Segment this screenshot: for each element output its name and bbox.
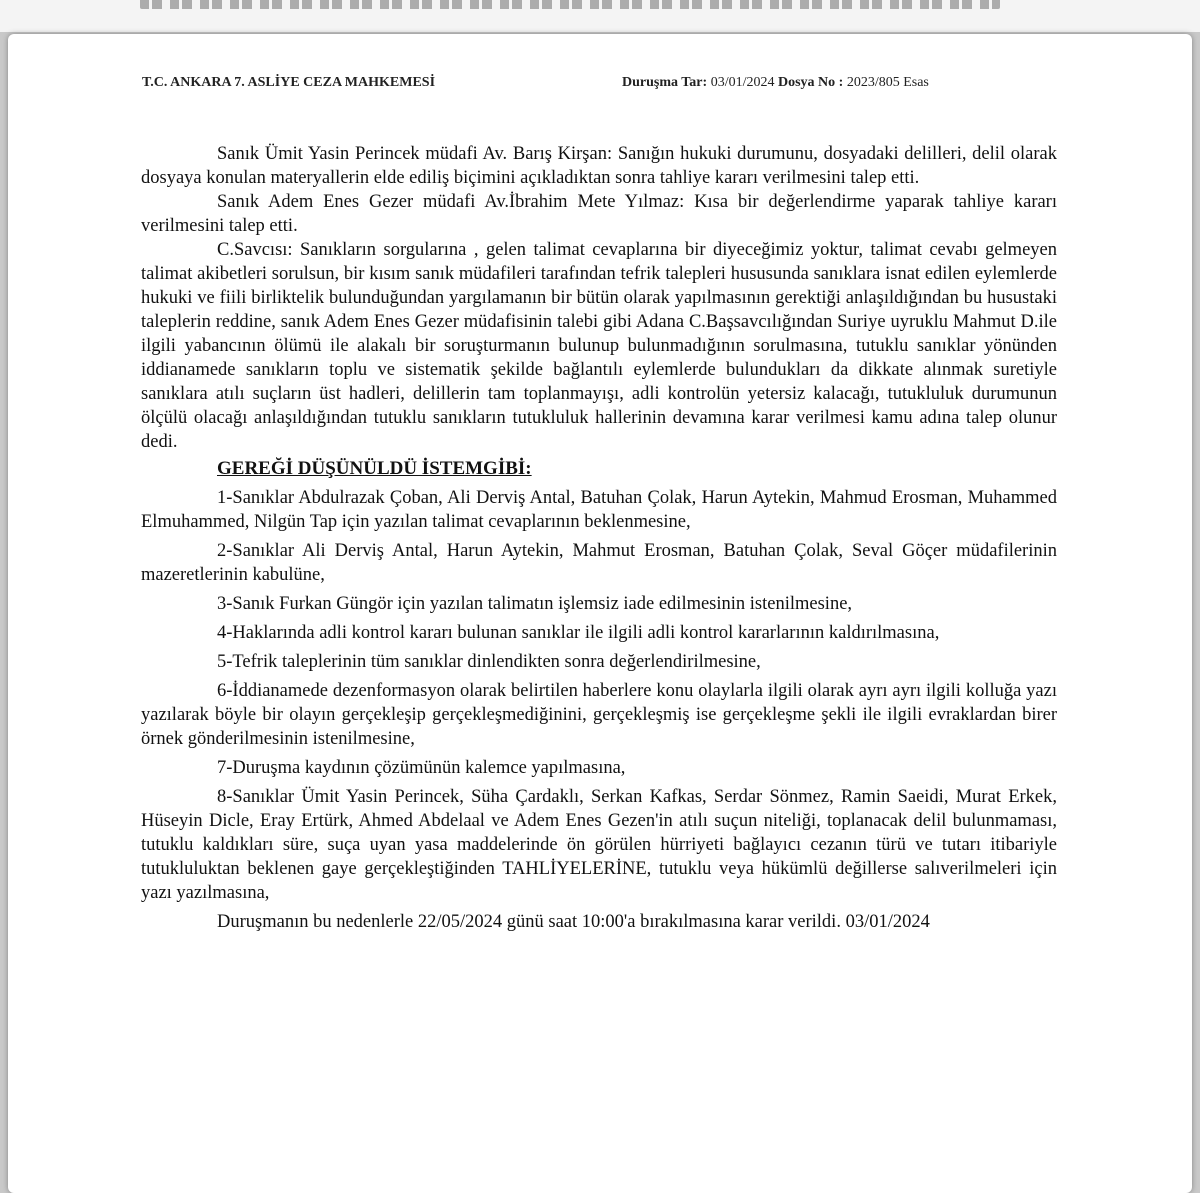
decision-item: 4-Haklarında adli kontrol kararı bulunan sanıklar ile ilgili adli kontrol kararlarının kaldırılmasına, <box>217 623 940 643</box>
decision-item: 1-Sanıklar Abdulrazak Çoban, Ali Derviş Antal, Batuhan Çolak, Harun Aytekin, Mahmud Erosman, Muhammed Elmuhammed, Nilgün Tap için yazılan talimat cevaplarının beklenmesine, <box>141 488 1057 532</box>
previous-page-clipped-header <box>140 0 1000 9</box>
decision-item: 3-Sanık Furkan Güngör için yazılan talimatın işlemsiz iade edilmesinin istenilmesine, <box>217 594 853 614</box>
file-no: 2023/805 Esas <box>846 75 929 90</box>
decision-item: 6-İddianamede dezenformasyon olarak belirtilen haberlere konu olaylarla ilgili olarak ayrı ayrı ilgili kolluğa yazı yazılarak böyle bir olayın gerçekleşip gerçekleşmediğinini, gerçekleşmiş ise gerçekleşme şekli ile ilgili evraklardan birer örnek gönderilmesinin istenilmesine, <box>141 681 1057 749</box>
hearing-date: 03/01/2024 <box>710 75 775 90</box>
hearing-date-label: Duruşma Tar: <box>622 75 708 90</box>
previous-page-edge <box>0 0 1200 32</box>
case-meta <box>622 75 929 91</box>
decision-item: 2-Sanıklar Ali Derviş Antal, Harun Aytekin, Mahmut Erosman, Batuhan Çolak, Seval Göçer müdafilerinin mazeretlerinin kabulüne, <box>141 541 1057 585</box>
closing-paragraph: Duruşmanın bu nedenlerle 22/05/2024 günü saat 10:00'a bırakılmasına karar verildi. 03/01/2024 <box>217 912 930 932</box>
page-header <box>8 75 1192 95</box>
statement-paragraph: C.Savcısı: Sanıkların sorgularına , gelen talimat cevaplarına bir diyeceğimiz yoktur, talimat cevabı gelmeyen talimat akibetleri sorulsun, bir kısım sanık müdafileri tarafından tefrik talepleri hususunda sanıklara isnat edilen eylemlerde hukuki ve fiili birliktelik bulunduğundan yargılamanın bir bütün olarak yapılmasının gerektiği anlaşıldığından bu husustaki taleplerin reddine, sanık Adem Enes Gezer müdafisinin talebi gibi Adana C.Başsavcılığından Suriye uyruklu Mahmut D.ile ilgili yabancının ölümü ile alakalı bir soruşturmanın bulunup bulunmadığının sorulmasına, tutuklu sanıklar yönünden iddianamede sanıkların toplu ve sistematik şekilde bağlantılı eylemlerde bulundukları da dikkate alınmak suretiyle sanıklara atılı suçların üst hadleri, delillerin tam toplanmayışı, adli kontrolün yetersiz kalacağı, tutukluluk durumunun ölçülü olacağı anlaşıldığından tutuklu sanıkların tutukluluk hallerinin devamına karar verilmesi kamu adına talep olunur dedi. <box>141 240 1057 452</box>
document-body <box>141 142 1057 934</box>
document-page <box>8 34 1192 1193</box>
decision-item: 8-Sanıklar Ümit Yasin Perincek, Süha Çardaklı, Serkan Kafkas, Serdar Sönmez, Ramin Saeidi, Murat Erkek, Hüseyin Dicle, Eray Ertürk, Ahmed Abdelaal ve Adem Enes Gezen'in atılı suçun niteliği, toplanacak delil bulunmaması, tutuklu kaldıkları süre, suça uyan yasa maddelerinde ön görülen hürriyeti bağlayıcı cezanın türü ve tutarı itibariyle tutukluluktan beklenen gaye gerçekleştiğinden TAHLİYELERİNE, tutuklu veya hükümlü değillerse salıverilmeleri için yazı yazılmasına, <box>141 787 1057 903</box>
file-no-label: Dosya No : <box>777 75 844 90</box>
court-name: T.C. ANKARA 7. ASLİYE CEZA MAHKEMESİ <box>142 75 436 90</box>
decision-heading: GEREĞİ DÜŞÜNÜLDÜ İSTEMGİBİ: <box>217 458 532 479</box>
statement-paragraph: Sanık Adem Enes Gezer müdafi Av.İbrahim Mete Yılmaz: Kısa bir değerlendirme yaparak tahliye kararı verilmesini talep etti. <box>141 192 1057 236</box>
statement-paragraph: Sanık Ümit Yasin Perincek müdafi Av. Barış Kirşan: Sanığın hukuki durumunu, dosyadaki delilleri, delil olarak dosyaya konulan materyallerin elde ediliş biçimini açıkladıktan sonra tahliye kararı verilmesini talep etti. <box>141 144 1057 188</box>
decision-item: 7-Duruşma kaydının çözümünün kalemce yapılmasına, <box>217 758 626 778</box>
decision-item: 5-Tefrik taleplerinin tüm sanıklar dinlendikten sonra değerlendirilmesine, <box>217 652 761 672</box>
